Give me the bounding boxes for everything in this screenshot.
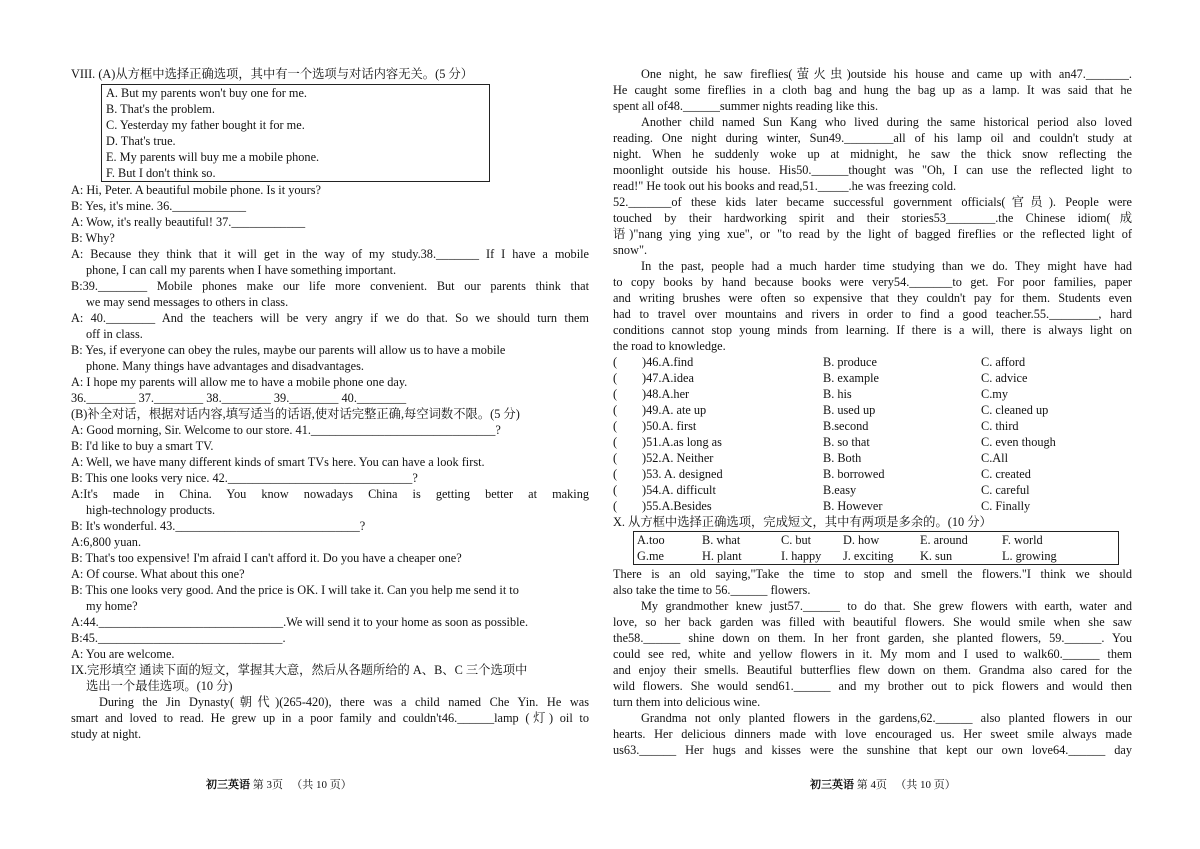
option-c: C. Yesterday my father bought it for me. (106, 118, 305, 132)
section-10-title: X. 从方框中选择正确选项，完成短文，其中有两项是多余的。(10 分） (613, 515, 992, 529)
footer-total: （共 10 页） (895, 779, 956, 791)
section-9-title-cont: 选出一个最佳选项。(10 分) (86, 679, 233, 693)
passage-line: hearts. Her delicious dinners made with love encouraged us. Her sweet smile always made (613, 727, 1132, 741)
option-a: A. But my parents won't buy one for me. (106, 86, 307, 100)
passage-line: turn them into delicious wine. (613, 695, 761, 709)
dialogue-line: A: You are welcome. (71, 647, 175, 661)
option-c: C.All (981, 451, 1008, 465)
dialogue-line: B: This one looks very good. And the price is OK. I will take it. Can you help me send it to (71, 583, 519, 597)
dialogue-line: A: Because they think that it will get in the way of my study.38._______ If I have a mobile (71, 247, 589, 261)
dialogue-b (71, 422, 589, 662)
dialogue-line: phone. Many things have advantages and disadvantages. (86, 359, 364, 373)
passage-line: conditions cannot stop young minds from learning. If there is a will, there is always light on (613, 323, 1132, 337)
answer-paren: ( (613, 355, 618, 369)
option-c: C. third (981, 419, 1019, 433)
answer-paren: ( (613, 403, 618, 417)
answer-paren: ( (613, 419, 618, 433)
dialogue-line: A: Of course. What about this one? (71, 567, 245, 581)
option-c: C. careful (981, 483, 1030, 497)
question-row (613, 498, 1132, 514)
word-option: I. happy (781, 549, 822, 563)
passage-line: There is an old saying,"Take the time to stop and smell the flowers."I think we should (613, 567, 1132, 581)
passage-line: wild flowers. She would send61.______ and my brother out to pick flowers and would then (613, 679, 1132, 693)
answer-paren: ( (613, 499, 618, 513)
option-b: B. borrowed (823, 467, 885, 481)
question-list (613, 354, 1132, 514)
option-b: B. That's the problem. (106, 102, 215, 116)
option-a: )47.A.idea (642, 371, 694, 385)
passage-line: to copy books by hand because books were very54._______to get. For poor families, paper (613, 275, 1132, 289)
option-c: C. afford (981, 355, 1026, 369)
passage-line: snow". (613, 243, 648, 257)
answer-paren: ( (613, 451, 618, 465)
option-a: )50.A. first (642, 419, 697, 433)
passage-line: the58.______ shine down on them. In her front garden, she planted flowers, 59.______. You (613, 631, 1132, 645)
right-page (613, 66, 1132, 758)
word-option: B. what (702, 533, 741, 547)
option-b: B. used up (823, 403, 876, 417)
passage-line: study at night. (71, 727, 142, 741)
dialogue-line: A: Wow, it's really beautiful! 37.____________ (71, 215, 306, 229)
option-a: )53. A. designed (642, 467, 723, 481)
dialogue-line: we may send messages to others in class. (86, 295, 289, 309)
passage-line: touched by their hardworking spirit and their stories53________.the Chinese idiom(成 (613, 211, 1132, 225)
option-c: C. cleaned up (981, 403, 1049, 417)
dialogue-line: A:6,800 yuan. (71, 535, 142, 549)
option-e: E. My parents will buy me a mobile phone. (106, 150, 320, 164)
left-page-footer (206, 776, 352, 792)
passage-line: read!" He took out his books and read,51._____.he was freezing cold. (613, 179, 957, 193)
dialogue-line: B: That's too expensive! I'm afraid I can't afford it. Do you have a cheaper one? (71, 551, 462, 565)
answer-paren: ( (613, 387, 618, 401)
dialogue-line: my home? (86, 599, 138, 613)
footer-page: 第 3页 (252, 779, 283, 791)
passage-line: the road to knowledge. (613, 339, 726, 353)
word-option: A.too (637, 533, 665, 547)
option-c: C. created (981, 467, 1031, 481)
dialogue-line: A: Well, we have many different kinds of smart TVs here. You can have a look first. (71, 455, 485, 469)
option-b: B. example (823, 371, 880, 385)
passage-line: night. When he suddenly woke up at midnight, he saw the thick snow reflecting the (613, 147, 1132, 161)
answer-paren: ( (613, 435, 618, 449)
left-page (71, 66, 589, 742)
dialogue-line: A: I hope my parents will allow me to have a mobile phone one day. (71, 375, 408, 389)
section-9-title: IX.完形填空 通读下面的短文，掌握其大意，然后从各题所给的 A、B、C 三个选项中 (71, 663, 528, 677)
dialogue-line: A: Hi, Peter. A beautiful mobile phone. Is it yours? (71, 183, 322, 197)
footer-title: 初三英语 (810, 779, 854, 791)
passage-line: My grandmother knew just57.______ to do that. She grew flowers with earth, water and (641, 599, 1132, 613)
question-row (613, 466, 1132, 482)
word-option: J. exciting (843, 549, 894, 563)
section-10-option-box (633, 531, 1119, 565)
option-a: )49.A. ate up (642, 403, 707, 417)
question-row (613, 386, 1132, 402)
dialogue-line: B: Yes, if everyone can obey the rules, maybe our parents will allow us to have a mobile (71, 343, 506, 357)
question-row (613, 450, 1132, 466)
option-c: C. advice (981, 371, 1028, 385)
passage-line: During the Jin Dynasty(朝代)(265-420), there was a child named Che Yin. He was (99, 695, 589, 709)
section-8a-option-box (101, 84, 490, 182)
passage-line: He caught some fireflies in a cloth bag and hung the bag up as a lamp. It was said that he (613, 83, 1132, 97)
dialogue-line: B:45.______________________________. (71, 631, 286, 645)
option-a: )52.A. Neither (642, 451, 714, 465)
dialogue-line: B: It's wonderful. 43.______________________________? (71, 519, 366, 533)
passage-line: also take the time to 56.______ flowers. (613, 583, 811, 597)
passage-line: and writing brushes were often so expensive that they couldn't pay for them. Students even (613, 291, 1132, 305)
option-a: )54.A. difficult (642, 483, 716, 497)
dialogue-line: A: Good morning, Sir. Welcome to our store. 41.______________________________? (71, 423, 501, 437)
option-b: B. produce (823, 355, 877, 369)
passage-line: 52._______of these kids later became successful government officials(官员). People were (613, 195, 1132, 209)
option-a: )51.A.as long as (642, 435, 722, 449)
dialogue-line: high-technology products. (86, 503, 216, 517)
question-row (613, 434, 1132, 450)
dialogue-line: A: 40.________ And the teachers will be very angry if we do that. So we should turn them (71, 311, 589, 325)
question-row (613, 354, 1132, 370)
option-d: D. That's true. (106, 134, 176, 148)
passage-line: In the past, people had a much harder time studying than we do. They might have had (641, 259, 1132, 273)
dialogue-line: phone, I can call my parents when I have something important. (86, 263, 397, 277)
option-b: B. Both (823, 451, 862, 465)
dialogue-line: A:It's made in China. You know nowadays China is getting better at making (71, 487, 589, 501)
dialogue-line: B:39.________ Mobile phones make our life more convenient. But our parents think that (71, 279, 589, 293)
section-8b-title: (B)补全对话，根据对话内容,填写适当的话语,使对话完整正确,每空词数不限。(5 分) (71, 407, 520, 421)
option-b: B. so that (823, 435, 870, 449)
word-option: G.me (637, 549, 664, 563)
option-a: )55.A.Besides (642, 499, 712, 513)
passage-line: us63.______ Her hugs and kisses were the sunshine that kept our own love64.______ day (613, 743, 1132, 757)
option-f: F. But I don't think so. (106, 166, 216, 180)
word-option: C. but (781, 533, 812, 547)
passage-cloze (613, 66, 1132, 354)
passage-line: Another child named Sun Kang who lived during the same historical period also loved (641, 115, 1132, 129)
passage-line: spent all of48.______summer nights reading like this. (613, 99, 879, 113)
question-row (613, 402, 1132, 418)
answer-paren: ( (613, 371, 618, 385)
footer-total: （共 10 页） (291, 779, 352, 791)
option-b: B. his (823, 387, 852, 401)
passage-line: smart and loved to read. He grew up in a poor family and couldn't46.______lamp (灯) oil to (71, 711, 589, 725)
word-option: K. sun (920, 549, 953, 563)
option-b: B.easy (823, 483, 857, 497)
passage-line: reading. One night during winter, Sun49.________all of his lamp oil and couldn't study at (613, 131, 1132, 145)
word-option: L. growing (1002, 549, 1057, 563)
dialogue-line: B: Why? (71, 231, 115, 245)
word-option: D. how (843, 533, 880, 547)
dialogue-line: B: I'd like to buy a smart TV. (71, 439, 214, 453)
passage-line: love, so her back garden was filled with beautiful flowers. She would smile when she saw (613, 615, 1132, 629)
dialogue-line: off in class. (86, 327, 143, 341)
word-option: E. around (920, 533, 968, 547)
passage-line: had to travel over mountains and rivers in order to find a good teacher.55.________, hard (613, 307, 1132, 321)
passage-line: One night, he saw fireflies(萤火虫)outside his house and came up with an47._______. (641, 67, 1132, 81)
option-b: B. However (823, 499, 883, 513)
answer-paren: ( (613, 483, 618, 497)
footer-page: 第 4页 (856, 779, 887, 791)
option-b: B.second (823, 419, 869, 433)
word-option: F. world (1002, 533, 1043, 547)
answer-paren: ( (613, 467, 618, 481)
option-a: )46.A.find (642, 355, 694, 369)
passage-line: 语)"nang ying ying xue", or "to read by the light of bagged fireflies or the reflected light of (613, 227, 1132, 241)
word-option: H. plant (702, 549, 742, 563)
dialogue-line: A:44.______________________________.We will send it to your home as soon as possible. (71, 615, 529, 629)
dialogue-a (71, 182, 589, 406)
passage-line: moonlight outside his house. His50.______thought was "Oh, I can use the reflected light to (613, 163, 1132, 177)
dialogue-line: B: This one looks very nice. 42.______________________________? (71, 471, 418, 485)
option-c: C.my (981, 387, 1008, 401)
right-page-footer (810, 776, 956, 792)
passage-fill (613, 566, 1132, 758)
dialogue-line: 36.________ 37.________ 38.________ 39.________ 40.________ (71, 391, 407, 405)
section-8-title: VIII. (A)从方框中选择正确选项，其中有一个选项与对话内容无关。(5 分） (71, 67, 474, 81)
question-row (613, 482, 1132, 498)
passage-line: Grandma not only planted flowers in the gardens,62.______ also planted flowers in our (641, 711, 1132, 725)
option-c: C. Finally (981, 499, 1031, 513)
question-row (613, 418, 1132, 434)
question-row (613, 370, 1132, 386)
passage-line: and enjoy their smells. Beautiful butterflies flew down on them. Grandma also cared for the (613, 663, 1132, 677)
passage-line: could see red, white and yellow flowers in it. My mom and I used to walk60.______ them (613, 647, 1132, 661)
option-a: )48.A.her (642, 387, 690, 401)
option-c: C. even though (981, 435, 1056, 449)
footer-title: 初三英语 (206, 779, 250, 791)
dialogue-line: B: Yes, it's mine. 36.____________ (71, 199, 247, 213)
